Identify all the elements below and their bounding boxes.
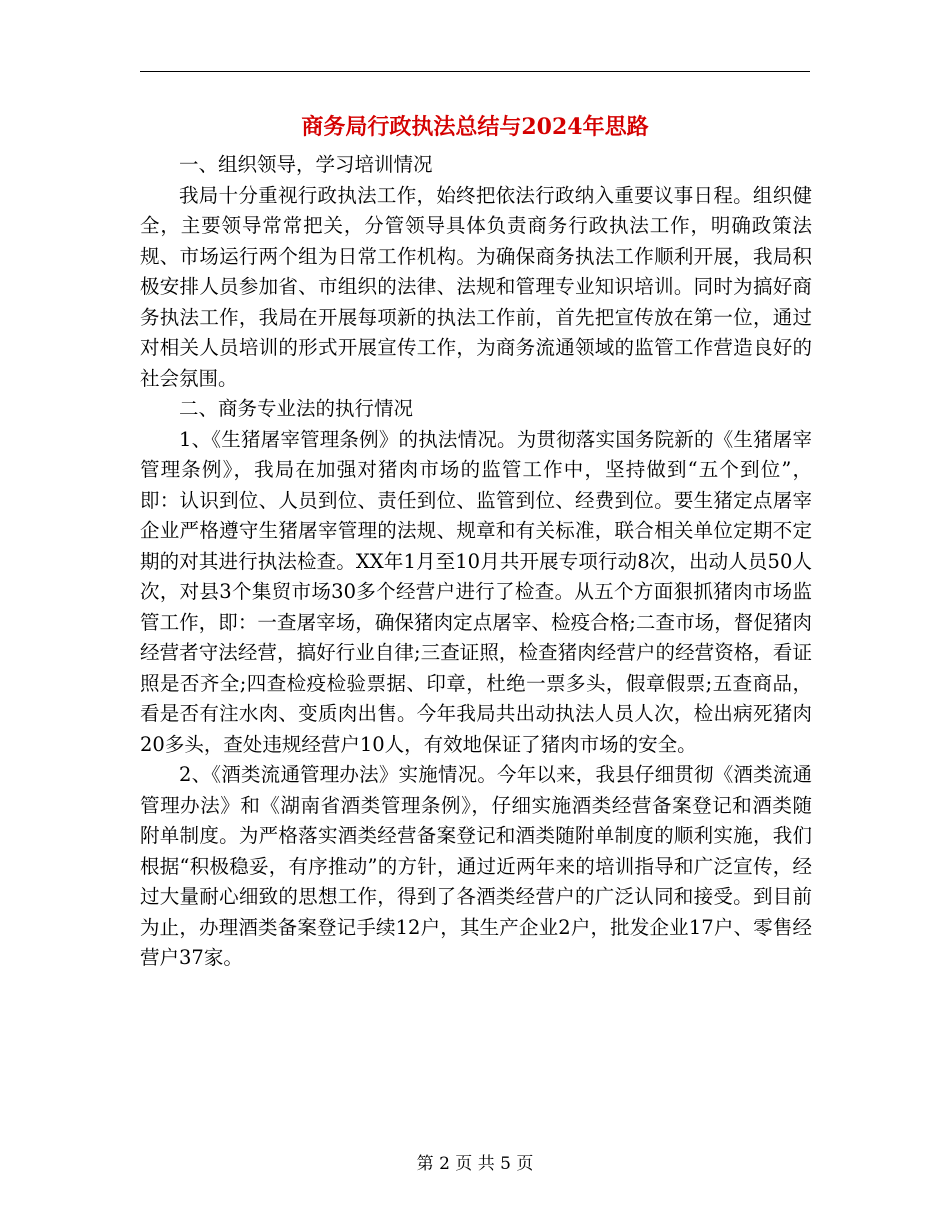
document-title: 商务局行政执法总结与2024年思路	[301, 114, 649, 140]
item-1-paragraph: 1、《生猪屠宰管理条例》的执法情况。为贯彻落实国务院新的《生猪屠宰管理条例》，我局在加强对猪肉市场的监管工作中，坚持做到“五个到位”，即：认识到位、人员到位、责任到位、监管到位、经费到位。要生猪定点屠宰企业严格遵守生猪屠宰管理的法规、规章和有关标准，联合相关单位定期不定期的对其进行执法检查。XX年1月至10月共开展专项行动8次，出动人员50人次，对县3个集贸市场30多个经营户进行了检查。从五个方面狠抓猪肉市场监管工作，即：一查屠宰场，确保猪肉定点屠宰、检疫合格;二查市场，督促猪肉经营者守法经营，搞好行业自律;三查证照，检查猪肉经营户的经营资格，看证照是否齐全;四查检疫检验票据、印章，杜绝一票多头，假章假票;五查商品，看是否有注水肉、变质肉出售。今年我局共出动执法人员人次，检出病死猪肉20多头，查处违规经营户10人，有效地保证了猪肉市场的安全。	[140, 427, 812, 756]
document-body	[140, 150, 812, 974]
page-footer: 第 2 页 共 5 页	[416, 1154, 534, 1174]
section-1-paragraph: 我局十分重视行政执法工作，始终把依法行政纳入重要议事日程。组织健全，主要领导常常把关，分管领导具体负责商务行政执法工作，明确政策法规、市场运行两个组为日常工作机构。为确保商务执法工作顺利开展，我局积极安排人员参加省、市组织的法律、法规和管理专业知识培训。同时为搞好商务执法工作，我局在开展每项新的执法工作前，首先把宣传放在第一位，通过对相关人员培训的形式开展宣传工作，为商务流通领域的监管工作营造良好的社会氛围。	[140, 183, 812, 390]
item-2-paragraph: 2、《酒类流通管理办法》实施情况。今年以来，我县仔细贯彻《酒类流通管理办法》和《湖南省酒类管理条例》，仔细实施酒类经营备案登记和酒类随附单制度。为严格落实酒类经营备案登记和酒类随附单制度的顺利实施，我们根据“积极稳妥，有序推动”的方针，通过近两年来的培训指导和广泛宣传，经过大量耐心细致的思想工作，得到了各酒类经营户的广泛认同和接受。到目前为止，办理酒类备案登记手续12户，其生产企业2户，批发企业17户、零售经营户37家。	[140, 763, 812, 969]
section-2-heading: 二、商务专业法的执行情况	[179, 397, 414, 420]
section-1-heading: 一、组织领导，学习培训情况	[179, 153, 433, 176]
header-rule	[140, 71, 810, 72]
